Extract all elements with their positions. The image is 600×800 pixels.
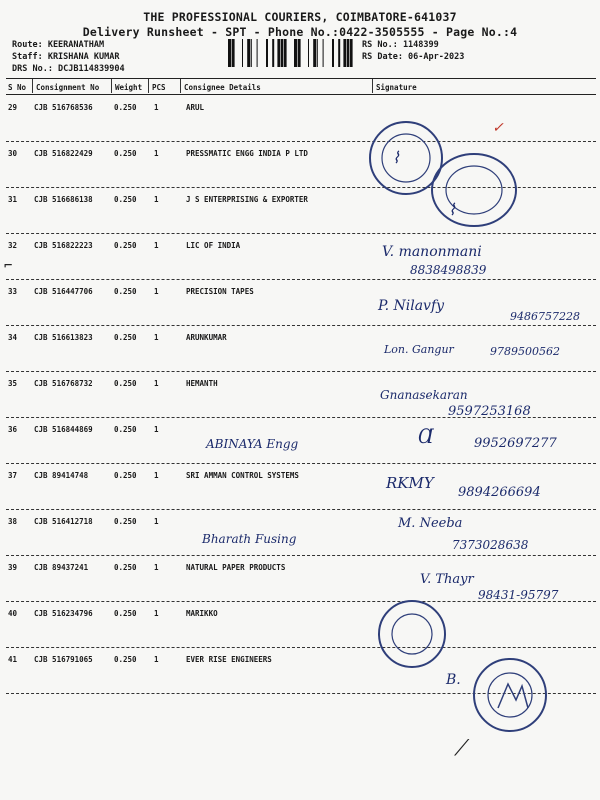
row-sno: 38 [8, 517, 18, 526]
row-consignee: SRI AMMAN CONTROL SYSTEMS [186, 471, 299, 480]
col-header-weight: Weight [115, 83, 143, 92]
header-top-rule [6, 78, 596, 79]
row-pcs: 1 [154, 149, 159, 158]
runsheet-subtitle: Delivery Runsheet - SPT - Phone No.:0422-3505555 - Page No.:4 [82, 25, 518, 39]
col-header-sno: S No [8, 83, 27, 92]
row-consignee: MARIKKO [186, 609, 218, 618]
rs-number: RS No.: 1148399 [362, 40, 439, 50]
row-sno: 30 [8, 149, 18, 158]
row-pcs: 1 [154, 471, 159, 480]
row-consignment-no: CJB 516822223 [34, 241, 93, 250]
row-pcs: 1 [154, 517, 159, 526]
signature-phone: 9486757228 [510, 310, 580, 323]
barcode-bar [251, 39, 252, 67]
route-label: Route: KEERANATHAM [12, 40, 105, 50]
signature-scribble: Ɑ [418, 424, 434, 448]
signature-scribble: ⌇ [448, 200, 456, 219]
signature-name: P. Nilavfy [378, 298, 445, 314]
barcode-bar [317, 39, 318, 67]
barcode-bar [294, 39, 297, 67]
row-pcs: 1 [154, 241, 159, 250]
row-pcs: 1 [154, 103, 159, 112]
row-consignment-no: CJB 516412718 [34, 517, 93, 526]
barcode-bar [323, 39, 324, 67]
row-weight: 0.250 [114, 241, 137, 250]
barcode-bar [272, 39, 274, 67]
signature-scribble: ⌇ [392, 148, 400, 167]
row-weight: 0.250 [114, 655, 137, 664]
row-consignment-no: CJB 516844869 [34, 425, 93, 434]
barcode-bar [284, 39, 287, 67]
row-weight: 0.250 [114, 287, 137, 296]
row-consignee: J S ENTERPRISING & EXPORTER [186, 195, 308, 204]
barcode-bar [247, 39, 250, 67]
barcode-bar [332, 39, 334, 67]
signature-name: V. manonmani [382, 244, 482, 260]
row-weight: 0.250 [114, 563, 137, 572]
drs-label: DRS No.: DCJB114839904 [12, 64, 125, 74]
col-divider [32, 79, 33, 93]
signature-phone: 7373028638 [452, 538, 529, 552]
row-weight: 0.250 [114, 609, 137, 618]
col-divider [180, 79, 181, 93]
signature-name: Gnanasekaran [380, 388, 468, 402]
col-divider [148, 79, 149, 93]
company-stamp [428, 150, 520, 230]
barcode-bar [277, 39, 280, 67]
row-consignee: ARUL [186, 103, 205, 112]
row-sno: 35 [8, 379, 18, 388]
signature-phone: 98431-95797 [478, 588, 559, 602]
row-pcs: 1 [154, 425, 159, 434]
tick-mark: ✓ [492, 120, 504, 136]
row-consignment-no: CJB 516768732 [34, 379, 93, 388]
row-separator [6, 141, 596, 142]
row-separator [6, 371, 596, 372]
handwritten-consignee: Bharath Fusing [202, 532, 297, 546]
col-header-pcs: PCS [152, 83, 166, 92]
row-separator [6, 233, 596, 234]
signature-phone: 9789500562 [490, 345, 560, 358]
row-weight: 0.250 [114, 517, 137, 526]
col-header-consignee: Consignee Details [184, 83, 261, 92]
barcode-bar [242, 39, 243, 67]
col-divider [372, 79, 373, 93]
company-title: THE PROFESSIONAL COURIERS, COIMBATORE-641037 [143, 10, 457, 24]
col-divider [111, 79, 112, 93]
pen-mark: ⟋ [454, 736, 470, 761]
rs-date: RS Date: 06-Apr-2023 [362, 52, 465, 62]
row-weight: 0.250 [114, 471, 137, 480]
row-consignment-no: CJB 89437241 [34, 563, 89, 572]
barcode-bar [347, 39, 349, 67]
row-consignee: NATURAL PAPER PRODUCTS [186, 563, 286, 572]
row-consignee: LIC OF INDIA [186, 241, 241, 250]
row-consignment-no: CJB 516447706 [34, 287, 93, 296]
row-weight: 0.250 [114, 103, 137, 112]
company-stamp [470, 656, 550, 734]
row-consignment-no: CJB 89414748 [34, 471, 89, 480]
row-sno: 32 [8, 241, 18, 250]
row-sno: 41 [8, 655, 18, 664]
signature-phone: 9597253168 [448, 404, 531, 419]
barcode [228, 39, 354, 67]
barcode-bar [350, 39, 353, 67]
row-sno: 29 [8, 103, 18, 112]
signature-name: V. Thayr [420, 572, 474, 587]
row-sno: 39 [8, 563, 18, 572]
barcode-bar [266, 39, 268, 67]
signature-name: M. Neeba [398, 516, 463, 531]
row-sno: 31 [8, 195, 18, 204]
row-separator [6, 279, 596, 280]
signature-name: Lon. Gangur [384, 343, 454, 356]
signature-phone: 9894266694 [458, 485, 541, 500]
row-consignment-no: CJB 516613823 [34, 333, 93, 342]
row-consignee: PRECISION TAPES [186, 287, 254, 296]
row-weight: 0.250 [114, 425, 137, 434]
row-pcs: 1 [154, 379, 159, 388]
pen-mark: ⌐ [4, 258, 13, 274]
signature-name: B. [446, 672, 461, 688]
col-header-consignment: Consignment No [36, 83, 100, 92]
row-consignee: ARUNKUMAR [186, 333, 227, 342]
row-consignment-no: CJB 516822429 [34, 149, 93, 158]
barcode-bar [343, 39, 346, 67]
company-stamp [376, 598, 448, 670]
barcode-bar [313, 39, 316, 67]
row-sno: 36 [8, 425, 18, 434]
row-sno: 33 [8, 287, 18, 296]
row-separator [6, 555, 596, 556]
row-weight: 0.250 [114, 379, 137, 388]
signature-phone: 9952697277 [474, 436, 557, 451]
row-consignment-no: CJB 516768536 [34, 103, 93, 112]
barcode-bar [228, 39, 231, 67]
row-consignment-no: CJB 516791065 [34, 655, 93, 664]
row-weight: 0.250 [114, 149, 137, 158]
row-weight: 0.250 [114, 195, 137, 204]
signature-name: RKMY [386, 474, 434, 492]
row-consignee: HEMANTH [186, 379, 218, 388]
barcode-bar [298, 39, 301, 67]
row-consignee: EVER RISE ENGINEERS [186, 655, 272, 664]
row-consignment-no: CJB 516686138 [34, 195, 93, 204]
row-separator [6, 325, 596, 326]
barcode-bar [281, 39, 283, 67]
row-pcs: 1 [154, 333, 159, 342]
row-weight: 0.250 [114, 333, 137, 342]
barcode-bar [308, 39, 309, 67]
col-header-signature: Signature [376, 83, 417, 92]
row-sno: 40 [8, 609, 18, 618]
row-consignee: PRESSMATIC ENGG INDIA P LTD [186, 149, 308, 158]
row-pcs: 1 [154, 195, 159, 204]
staff-label: Staff: KRISHANA KUMAR [12, 52, 120, 62]
row-pcs: 1 [154, 563, 159, 572]
row-pcs: 1 [154, 655, 159, 664]
row-separator [6, 647, 596, 648]
row-sno: 34 [8, 333, 18, 342]
row-sno: 37 [8, 471, 18, 480]
barcode-bar [232, 39, 235, 67]
header-bottom-rule [6, 94, 596, 95]
row-consignment-no: CJB 516234796 [34, 609, 93, 618]
barcode-bar [257, 39, 258, 67]
barcode-bar [338, 39, 340, 67]
signature-phone: 8838498839 [410, 263, 487, 277]
row-pcs: 1 [154, 609, 159, 618]
row-pcs: 1 [154, 287, 159, 296]
row-separator [6, 463, 596, 464]
row-separator [6, 509, 596, 510]
handwritten-consignee: ABINAYA Engg [206, 437, 299, 451]
